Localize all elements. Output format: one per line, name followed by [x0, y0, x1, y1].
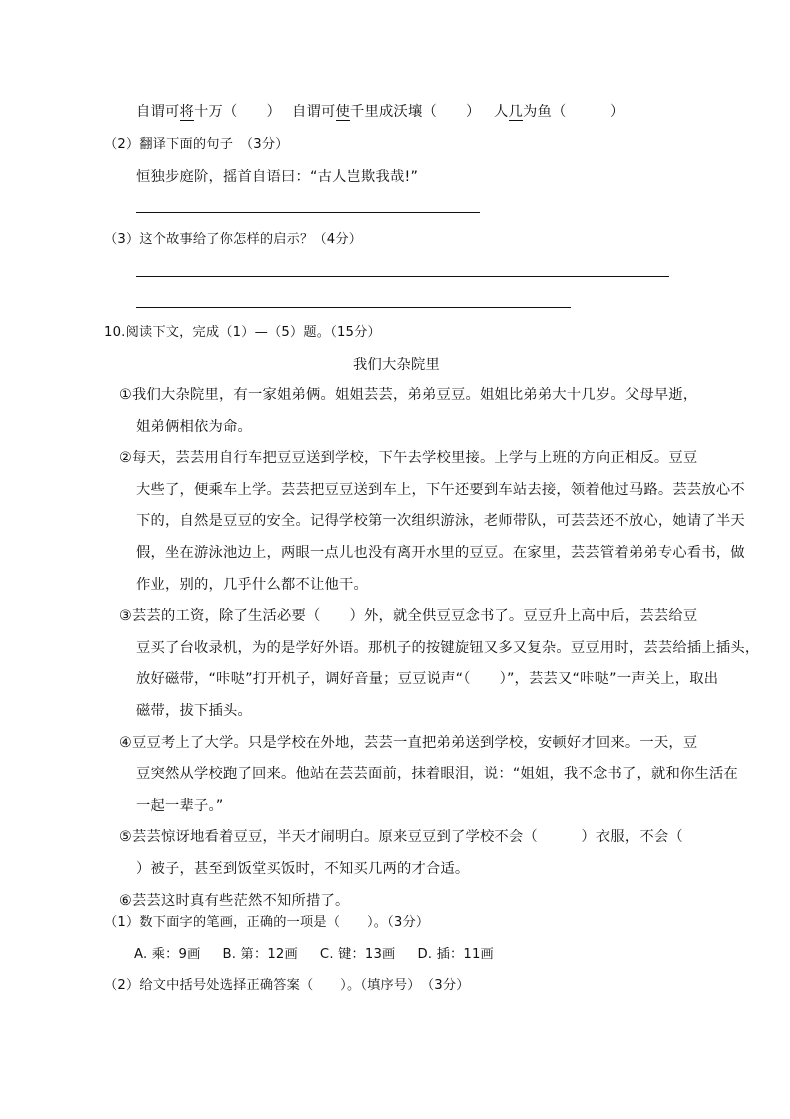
q9-part3-answer-line-2[interactable]	[136, 307, 571, 308]
passage-line: 姐弟俩相依为命。	[136, 419, 252, 435]
passage-line: 磁带，拔下插头。	[136, 703, 252, 719]
q10-sub1-prompt: （1）数下面字的笔画，正确的一项是（ ）。（3分）	[104, 915, 430, 930]
q9-part3-answer-line-1[interactable]	[136, 276, 669, 277]
passage-line: 作业，别的，几乎什么都不让他干。	[136, 577, 368, 593]
passage-title: 我们大杂院里	[353, 357, 440, 373]
q9-item-ji	[494, 103, 624, 121]
q9-item-shi-post: 千里成沃壤（ ）	[350, 104, 481, 120]
passage-line: 放好磁带，“咔哒”打开机子，调好音量；豆豆说声“（ ）”，芸芸又“咔哒”一声关上，取出	[136, 671, 719, 687]
q9-item-ji-post: 为鱼（ ）	[523, 104, 625, 120]
passage-line: ）被子，甚至到饭堂买饭时，不知买几两的才合适。	[136, 861, 470, 877]
q9-item-jiang-key: 将	[179, 104, 194, 120]
q9-part3-prompt: （3）这个故事给了你怎样的启示？（4分）	[104, 232, 363, 247]
passage-line: 假，坐在游泳池边上，两眼一点儿也没有离开水里的豆豆。在家里，芸芸管着弟弟专心看书，做	[136, 545, 745, 561]
q10-sub1-option-a[interactable]: A. 乘：9画	[134, 947, 201, 962]
q10-instruction: 10.阅读下文，完成（1）—（5）题。（15分）	[104, 325, 381, 340]
q10-sub1-option-b[interactable]: B. 第：12画	[222, 947, 298, 962]
q9-item-shi-key: 使	[335, 104, 350, 120]
q10-sub1-option-d[interactable]: D. 插：11画	[417, 947, 494, 962]
q9-item-shi-pre: 自谓可	[292, 104, 336, 120]
passage-line: ①我们大杂院里，有一家姐弟俩。姐姐芸芸，弟弟豆豆。姐姐比弟弟大十几岁。父母早逝，	[119, 387, 698, 403]
q9-item-ji-key: 几	[508, 104, 523, 120]
passage-line: ⑥芸芸这时真有些茫然不知所措了。	[119, 893, 350, 909]
passage-line: ③芸芸的工资，除了生活必要（ ）外，就全供豆豆念书了。豆豆升上高中后，芸芸给豆	[119, 608, 698, 624]
q9-item-shi	[292, 103, 480, 121]
q9-item-jiang-pre: 自谓可	[136, 104, 180, 120]
q10-sub2-prompt: （2）给文中括号处选择正确答案（ ）。（填序号） （3分）	[104, 978, 470, 993]
passage-line: 下的，自然是豆豆的安全。记得学校第一次组织游泳，老师带队，可芸芸还不放心，她请了半天	[136, 513, 745, 529]
q9-item-jiang	[136, 103, 281, 121]
passage-line: ⑤芸芸惊讶地看着豆豆，半天才闹明白。原来豆豆到了学校不会（ ）衣服，不会（	[119, 829, 683, 845]
passage-line: 一起一辈子。”	[136, 798, 224, 814]
q9-item-jiang-post: 十万（ ）	[194, 104, 281, 120]
passage-line: ②每天，芸芸用自行车把豆豆送到学校，下午去学校里接。上学与上班的方向正相反。豆豆	[119, 450, 698, 466]
passage-line: 大些了，便乘车上学。芸芸把豆豆送到车上，下午还要到车站去接，领着他过马路。芸芸放心不	[136, 482, 745, 498]
passage-line: ④豆豆考上了大学。只是学校在外地，芸芸一直把弟弟送到学校，安顿好才回来。一天，豆	[119, 735, 698, 751]
q10-sub1-option-c[interactable]: C. 键：13画	[319, 947, 396, 962]
passage-line: 豆买了台收录机，为的是学好外语。那机子的按键旋钮又多又复杂。豆豆用时，芸芸给插上插头，	[136, 640, 760, 656]
q9-part2-prompt: （2）翻译下面的句子 （3分）	[104, 137, 289, 152]
q9-part2-sentence: 恒独步庭阶，摇首自语曰：“古人岂欺我哉!”	[136, 169, 419, 185]
q10-sub1-options	[134, 946, 494, 964]
q9-part2-answer-line[interactable]	[136, 212, 480, 213]
q9-item-ji-pre: 人	[494, 104, 509, 120]
passage-line: 豆突然从学校跑了回来。他站在芸芸面前，抹着眼泪，说：“姐姐，我不念书了，就和你生活在	[136, 766, 738, 782]
